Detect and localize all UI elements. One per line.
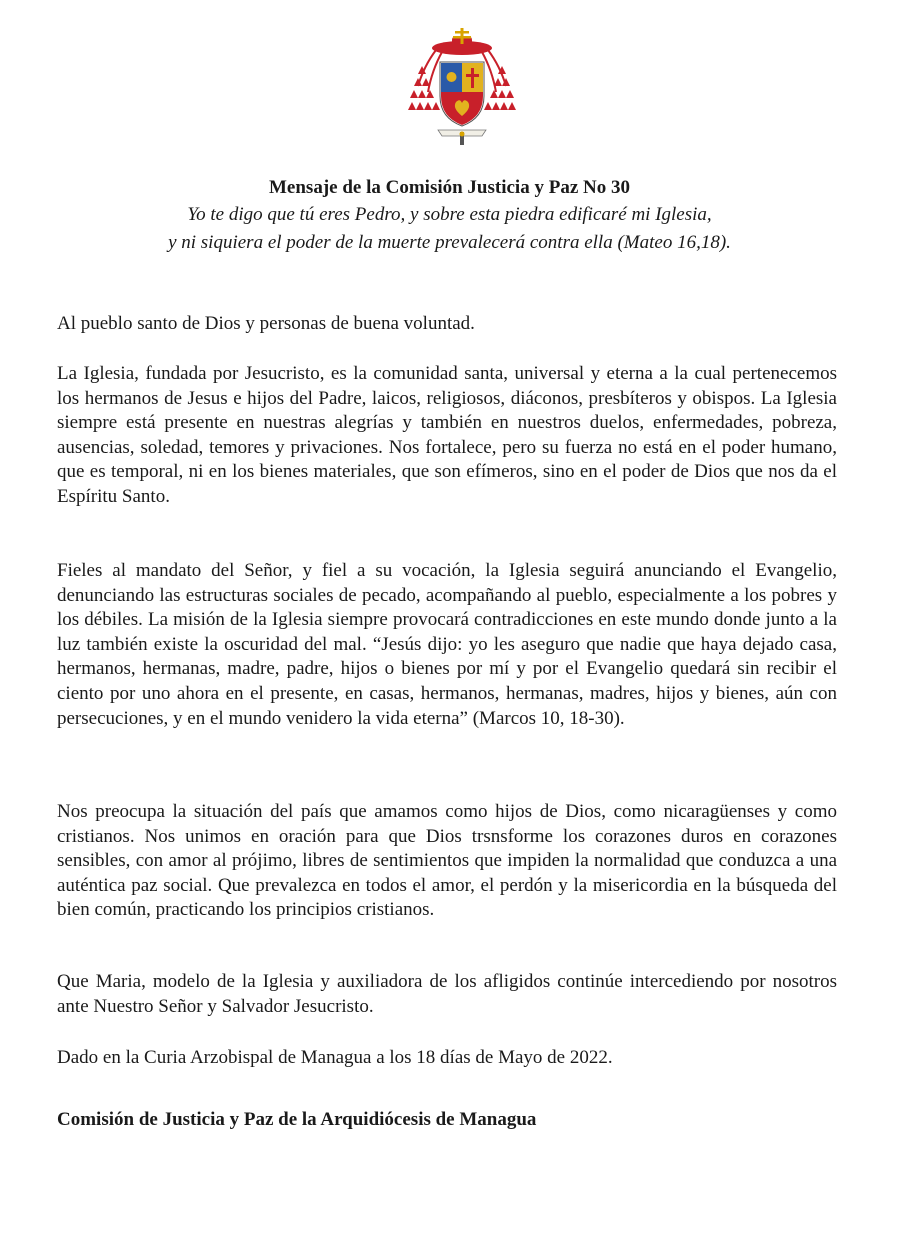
body-paragraph: Fieles al mandato del Señor, y fiel a su vocación, la Iglesia seguirá anunciando el Evangelio, denunciando las estructuras sociales de pecado, acompañando al pueblo, especialmente a los pobres y los débiles. La misión de la Iglesia siempre provocará contradicciones en este mundo donde junto a la luz también existe la oscuridad del mal. “Jesús dijo: yo les aseguro que nadie que haya dejado casa, hermanos, hermanas, madre, padre, hijos o bienes por mí y por el Evangelio quedará sin recibir el ciento por uno ahora en el presente, en casas, hermanos, hermanas, madres, hijos y bienes, aún con persecuciones, y en el mundo venidero la vida eterna” (Marcos 10, 18-30). [57,560,837,729]
document-title: Mensaje de la Comisión Justicia y Paz No 30 [269,177,630,198]
date-line: Dado en la Curia Arzobispal de Managua a los 18 días de Mayo de 2022. [57,1047,613,1068]
body-paragraph: Nos preocupa la situación del país que amamos como hijos de Dios, como nicaragüenses y como cristianos. Nos unimos en oración para que Dios trsnsforme los corazones duros en corazones sensibles, con amor al prójimo, libres de sentimientos que impiden la normalidad que conduzca a una auténtica paz social. Que prevalezca en todos el amor, el perdón y la misericordia en la búsqueda del bien común, practicando los principios cristianos. [57,801,837,921]
epigraph-line: y ni siquiera el poder de la muerte prevalecerá contra ella (Mateo 16,18). [168,232,731,253]
epigraph-line: Yo te digo que tú eres Pedro, y sobre esta piedra edificaré mi Iglesia, [187,204,712,225]
signature: Comisión de Justicia y Paz de la Arquidiócesis de Managua [57,1109,537,1130]
epigraph [0,201,899,257]
body-paragraph: Que Maria, modelo de la Iglesia y auxiliadora de los afligidos continúe intercediendo por nosotros ante Nuestro Señor y Salvador Jesucristo. [57,971,837,1017]
archdiocese-coat-of-arms-icon [408,26,516,146]
body-paragraph: La Iglesia, fundada por Jesucristo, es la comunidad santa, universal y eterna a la cual pertenecemos los hermanos de Jesus e hijos del Padre, laicos, religiosos, diáconos, presbíteros y obispos. La Iglesia siempre está presente en nuestras alegrías y también en nuestros duelos, enfermedades, pobreza, ausencias, soledad, temores y privaciones. Nos fortalece, pero su fuerza no está en el poder humano, que es temporal, ni en los bienes materiales, que son efímeros, sino en el poder de Dios que nos da el Espíritu Santo. [57,363,837,507]
greeting: Al pueblo santo de Dios y personas de buena voluntad. [57,313,475,334]
